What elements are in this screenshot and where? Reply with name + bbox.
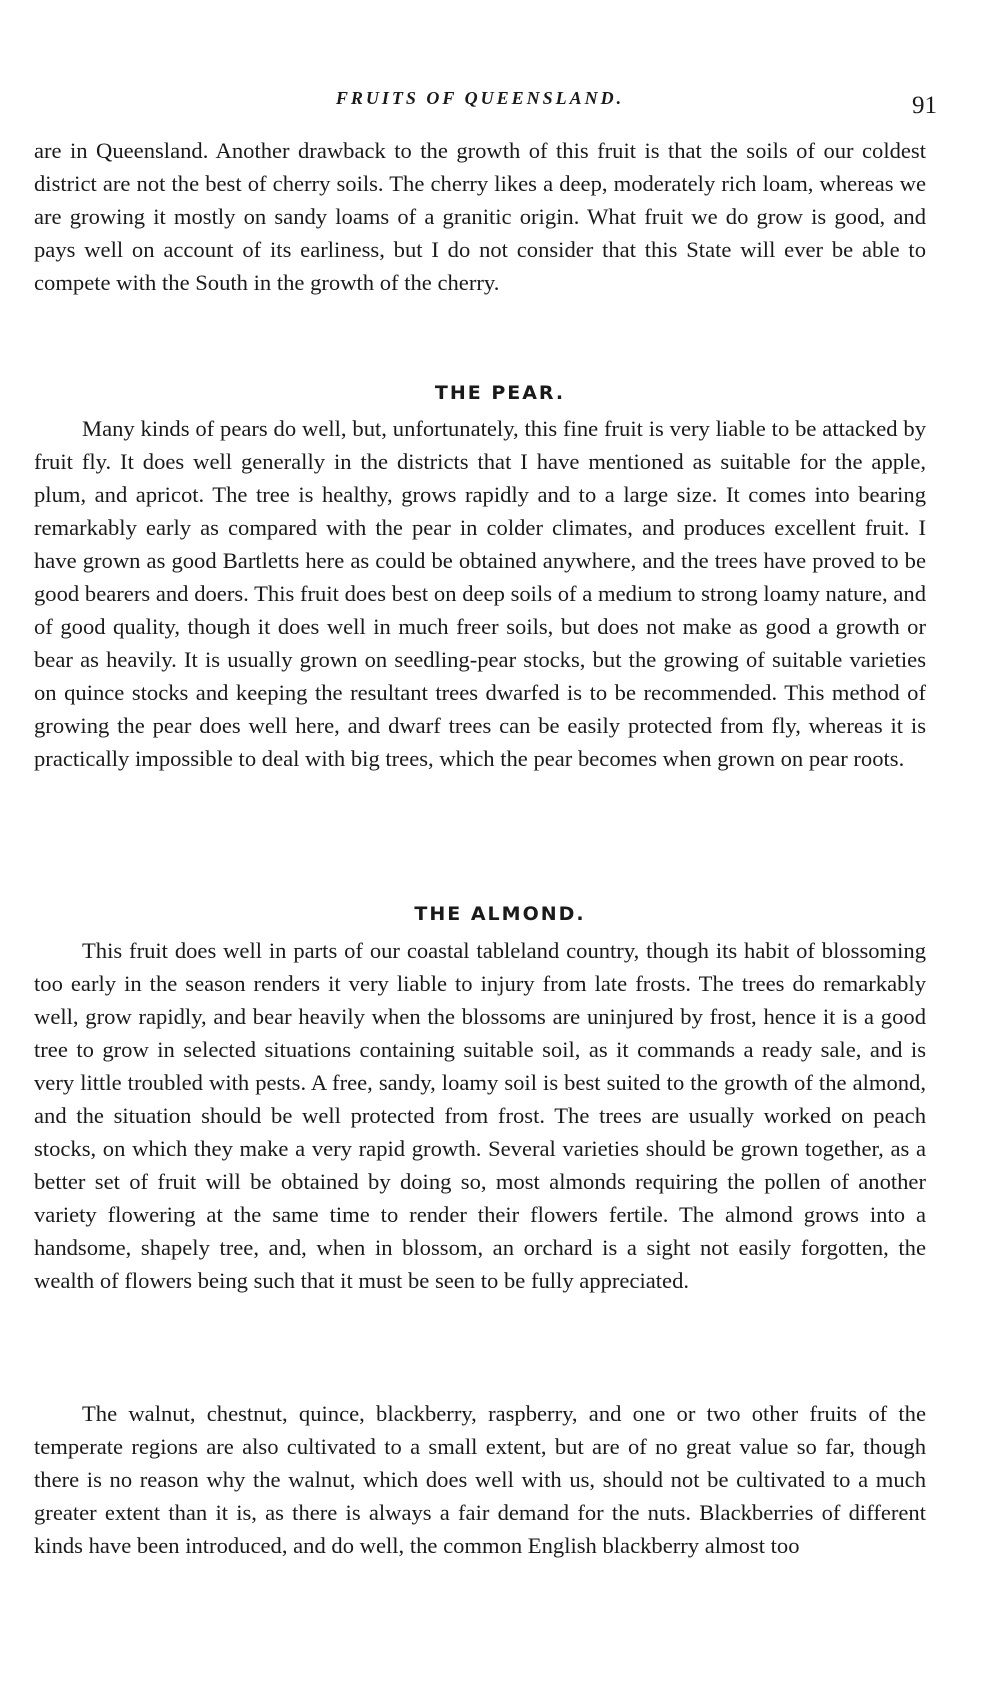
pear-paragraph: Many kinds of pears do well, but, unfortunately, this fine fruit is very liable to be attacked by fruit fly. It does well generally in the districts that I have mentioned as suitable for the apple, plum, and apricot. The tree is healthy, grows rapidly and to a large size. It comes into bearing remarkably early as compared with the pear in colder climates, and produces excellent fruit. I have grown as good Bartletts here as could be obtained anywhere, and the trees have proved to be good bearers and doers. This fruit does best on deep soils of a medium to strong loamy nature, and of good quality, though it does well in much freer soils, but does not make as good a growth or bear as heavily. It is usually grown on seedling-pear stocks, but the growing of suitable varieties on quince stocks and keeping the resultant trees dwarfed is to be recommended. This method of growing the pear does well here, and dwarf trees can be easily protected from fly, whereas it is practically impossible to deal with big trees, which the pear becomes when grown on pear roots.: [34, 416, 926, 771]
running-title: FRUITS OF QUEENSLAND.: [335, 88, 625, 108]
other-fruits-paragraph: The walnut, chestnut, quince, blackberry, raspberry, and one or two other fruits of the temperate regions are also cultivated to a small extent, but are of no great value so far, though there is no reason why the walnut, which does well with us, should not be cultivated to a much greater extent than it is, as there is always a fair demand for the nuts. Blackberries of different kinds have been introduced, and do well, the common English blackberry almost too: [34, 1401, 926, 1558]
pear-heading: THE PEAR.: [434, 382, 566, 404]
almond-heading: THE ALMOND.: [414, 903, 586, 925]
intro-paragraph: are in Queensland. Another drawback to the growth of this fruit is that the soils of our coldest district are not the best of cherry soils. The cherry likes a deep, moderately rich loam, whereas we are growing it mostly on sandy loams of a granitic origin. What fruit we do grow is good, and pays well on account of its earliness, but I do not consider that this State will ever be able to compete with the South in the growth of the cherry.: [34, 138, 926, 295]
running-header: [0, 88, 1000, 118]
almond-paragraph: This fruit does well in parts of our coastal tableland country, though its habit of blossoming too early in the season renders it very liable to injury from late frosts. The trees do remarkably well, grow rapidly, and bear heavily when the blossoms are uninjured by frost, hence it is a good tree to grow in selected situations containing suitable soil, as it commands a ready sale, and is very little troubled with pests. A free, sandy, loamy soil is best suited to the growth of the almond, and the situation should be well protected from frost. The trees are usually worked on peach stocks, on which they make a very rapid growth. Several varieties should be grown together, as a better set of fruit will be obtained by doing so, most almonds requiring the pollen of another variety flowering at the same time to render their flowers fertile. The almond grows into a handsome, shapely tree, and, when in blossom, an orchard is a sight not easily forgotten, the wealth of flowers being such that it must be seen to be fully appreciated.: [34, 938, 926, 1293]
page-number: 91: [912, 92, 937, 119]
